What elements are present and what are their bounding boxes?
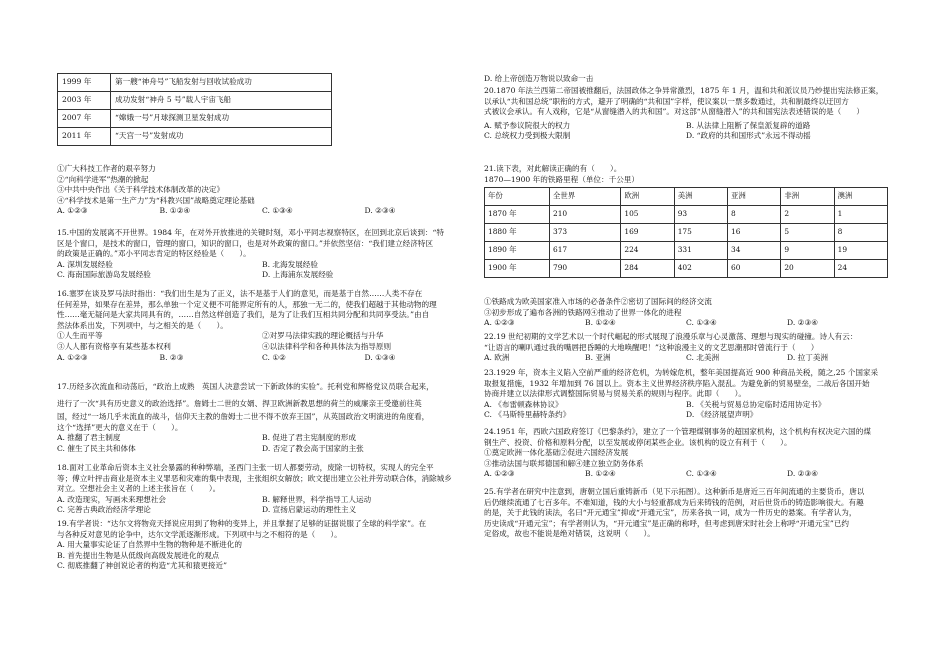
question-22: [484, 332, 888, 364]
question-24: [484, 427, 888, 480]
option-a[interactable]: A. 用大量事实论证了自然界中生物的物种是不断进化的: [57, 540, 242, 550]
table-row: [58, 74, 332, 92]
option-b[interactable]: B. ①②④: [585, 469, 616, 479]
option-d[interactable]: D. ①③④: [364, 352, 396, 362]
options: [57, 444, 467, 455]
question-15: [57, 228, 467, 281]
stem-line: 等；傅立叶抨击商业是资本主义罪恶和灾难的集中表现，主张组织女解放；欧文提出建立公社并劳动联合体，消除城乡: [57, 473, 452, 483]
cell: 24: [834, 260, 887, 278]
table-caption: 1870—1900 年的铁路里程（单位：千公里）: [484, 174, 639, 184]
option-c[interactable]: C. ①③④: [686, 318, 717, 328]
cell: 1: [834, 206, 887, 224]
cell: 60: [728, 260, 781, 278]
cell: 16: [728, 224, 781, 242]
item: ①人生而平等: [57, 331, 103, 341]
table-row: [58, 110, 332, 128]
cell: 210: [550, 206, 621, 224]
stem-line: 15.中国的发展离不开世界。1984 年，在对外开放推进的关键时刻，邓小平同志视察特区，在回到北京后谈到：“特: [57, 228, 445, 237]
option-b[interactable]: B. ②③: [159, 352, 184, 362]
option-c[interactable]: C. ①③④: [262, 206, 293, 216]
options: [57, 270, 467, 281]
question-19: [57, 519, 467, 572]
question-14: [57, 164, 467, 217]
question-25: [484, 487, 888, 540]
option-a[interactable]: A. 深圳发展经验: [57, 259, 113, 269]
option-d[interactable]: D. 上海浦东发展经验: [262, 270, 334, 280]
question-21: [484, 164, 888, 185]
stem-line: 定俗成，故也不能说是绝对错误，这说明（ ）。: [484, 529, 655, 539]
item: ③初步形成了遍布各洲的铁路网④推动了世界一体化的进程: [484, 307, 682, 317]
stem-line: 20.1870 年法兰西第二帝国被推翻后，法国政体之争异常激烈，1875 年 1 月，温和共和派议员乃纱提出宪法修正案，: [484, 86, 884, 95]
cell: 1870 年: [485, 206, 550, 224]
event-cell: 第一艘“神舟号”飞船发射与回收试验成功: [111, 74, 332, 92]
option-a[interactable]: A. 推翻了君主制度: [57, 433, 121, 443]
cell: 1880 年: [485, 224, 550, 242]
cell: 93: [674, 206, 727, 224]
item: ③推动法国与联邦德国和解④建立独立防务体系: [484, 458, 644, 468]
cell: 175: [674, 224, 727, 242]
event-cell: “嫦娥一号”月球探测卫星发射成功: [111, 110, 332, 128]
header-cell: 澳洲: [834, 188, 887, 206]
option-d[interactable]: D. “政府的共和国形式”永远不得动摇: [686, 131, 811, 141]
item: ①铁路成为欧美国家准入市场的必备条件②密切了国际间的经济交流: [484, 297, 712, 306]
table-row: [485, 242, 888, 260]
table-row: [485, 224, 888, 242]
question-16: [57, 289, 467, 363]
item: ②对罗马法律实践的理论概括与升华: [262, 331, 384, 341]
option-c[interactable]: C. ①③④: [686, 469, 717, 479]
cell: 373: [550, 224, 621, 242]
item: ②“向科学进军”热潮的掀起: [57, 174, 149, 184]
stem-line: 国，经过“一场几乎未流血的战斗，信仰天主教的詹姆士二世不得不放弃王国”，从英国政治文明演进的角度看，: [57, 412, 430, 421]
cell: 402: [674, 260, 727, 278]
cell: 34: [728, 242, 781, 260]
stem-line: 19.有学者说：“达尔文将物竞天择说应用到了物种的变异上，并且掌握了足够的证据说服了全球的科学家”。在: [57, 519, 427, 528]
options: [57, 206, 467, 217]
option-a[interactable]: A. ①②③: [57, 206, 88, 216]
stem-line: 23.1929 年，资本主义陷入空前严重的经济危机，为转嫁危机，整年美国提高近 900 种商品关税，随之,25 个国家采: [484, 368, 879, 377]
table-row: [485, 260, 888, 278]
header-cell: 非洲: [781, 188, 834, 206]
option-c[interactable]: C. 完善古典政治经济学理论: [57, 505, 151, 515]
event-cell: 成功发射“神舟 5 号”载人宇宙飞船: [111, 92, 332, 110]
cell: 2: [781, 206, 834, 224]
table-row: [58, 128, 332, 146]
table-header-row: [485, 188, 888, 206]
question-18: [57, 463, 467, 516]
cell: 331: [674, 242, 727, 260]
option-a[interactable]: A. ①②③: [484, 469, 515, 479]
header-cell: 全世界: [550, 188, 621, 206]
railway-table: [484, 187, 888, 278]
options: [57, 495, 467, 506]
cell: 8: [728, 206, 781, 224]
item: ①奠定欧洲一体化基础②促进六国经济发展: [484, 448, 629, 458]
cell: 19: [834, 242, 887, 260]
stem-line: “让语言的喇叭通过我的嘴唇把昏睡的大地唤醒吧！”这种浪漫主义的文艺思潮那时曾流行于（ ）: [484, 342, 819, 352]
option-d[interactable]: D. 拉丁美洲: [787, 353, 829, 363]
option-d[interactable]: D. ②③④: [787, 318, 819, 328]
option-b[interactable]: B. 北海发展经验: [262, 259, 318, 269]
option-c[interactable]: C. 海南国际旅游岛发展经验: [57, 270, 151, 280]
cell: 284: [621, 260, 674, 278]
stem-line: 以承认“共和国总统”职衔的方式，避开了明确的“共和国”字样，使议案以一票多数通过，共和制最终以迂回方: [484, 96, 849, 106]
option-b[interactable]: B. 《关税与贸易总协定临时适用协定书》: [686, 399, 826, 409]
cell: 617: [550, 242, 621, 260]
option-b[interactable]: B. 亚洲: [585, 353, 611, 363]
stem-line: 对立。空想社会主义者的上述主张旨在（ ）。: [57, 484, 221, 494]
cell: 8: [834, 224, 887, 242]
stem-line: 18.面对工业革命后资本主义社会暴露的种种弊端，圣西门主张一切人都要劳动，废除一切特权，实现人的完全平: [57, 463, 434, 472]
header-cell: 年份: [485, 188, 550, 206]
stem-line: 协商并建立以法律形式调整国际贸易与贸易关系的规则与程序。此即（ ）。: [484, 389, 746, 399]
question-17: [57, 378, 467, 454]
stem-line: 与各种反对意见的论争中，达尔文学派逐渐形成。下列项中与之不相符的是（ ）。: [57, 529, 342, 539]
event-cell: “天宫一号”发射成功: [111, 128, 332, 146]
option-d[interactable]: D. ②③④: [364, 206, 396, 216]
stem-line: 取报复措施，1932 年增加到 76 国以上。资本主义世界经济秩序陷入混乱。为避免新的贸易壁垒，二战后各国开始: [484, 378, 870, 388]
options: [484, 318, 888, 329]
stem-line: 后仍继续流通了七百多年。不难知道，钱的大小与轻重都成为后来铸钱的范例，对后世货币的铸造影响很大。有趣: [484, 497, 864, 507]
cell: 224: [621, 242, 674, 260]
item: ③中共中央作出《关于科学技术体制改革的决定》: [57, 185, 225, 195]
options: [57, 260, 467, 271]
option-d[interactable]: D. 宣扬启蒙运动的理性主义: [262, 505, 357, 515]
option-a[interactable]: A. 欧洲: [484, 353, 510, 363]
year-cell: 2007 年: [58, 110, 111, 128]
table-row: [58, 92, 332, 110]
cell: 5: [781, 224, 834, 242]
table-row: [485, 206, 888, 224]
stem-line: 任何差异，如果存在差异，那么单独一个定义便不可能界定所有的人，那独一无二的，使我们超越于其他动物的理: [57, 299, 437, 309]
cell: 1890 年: [485, 242, 550, 260]
option-b[interactable]: B. 首先提出生物是从低级向高级发展进化的观点: [57, 550, 220, 560]
options: [57, 433, 467, 444]
events-table: [57, 73, 332, 146]
item: ①广大科技工作者的艰辛努力: [57, 164, 156, 173]
option-c[interactable]: C. 彻底推翻了神创说论者的构造“尤其和猿更接近”: [57, 561, 228, 571]
option-a[interactable]: A. 《布雷顿森林协议》: [484, 399, 563, 409]
stem-line: 式被议会承认。有人戏称，它是“从窗缝潜入的共和国”。对这部“从窗缝潜入”的共和国宪法表述错误的是（ ）: [484, 107, 865, 117]
option-a[interactable]: A. ①②③: [484, 318, 515, 328]
question-21-items: [484, 297, 888, 329]
stem-line: 然法体系出发，下列项中，与之相关的是（ ）。: [57, 320, 228, 330]
stem-line: 进行了一次“具有历史意义的政治选择”。詹姆士二世的女婿、捍卫欧洲新教思想的荷兰的威廉亲王受邀前往英: [57, 399, 422, 408]
option-c[interactable]: C. 催生了民主共和体体: [57, 443, 136, 453]
item: ④“科学技术是第一生产力”为“科教兴国”战略奠定理论基础: [57, 195, 255, 205]
stem-line: 21.读下表，对此解读正确的有（ ）。: [484, 164, 622, 173]
option-b[interactable]: B. 解释世界，科学指导工人运动: [262, 494, 372, 504]
stem-line: 24.1951 年，西欧六国政府签订《巴黎条约》，建立了一个管理煤钢事务的超国家机构，这个机构有权决定六国的煤: [484, 427, 871, 436]
cell: 1900 年: [485, 260, 550, 278]
stem-line: 钢生产、投资、价格和原料分配，以至发展或停闭某些企业。该机构的设立有利于（ ）。: [484, 437, 792, 447]
option-b[interactable]: B. 促进了君主宪制度的形成: [262, 433, 356, 443]
options: [484, 400, 888, 411]
year-cell: 2003 年: [58, 92, 111, 110]
option-c[interactable]: C. 北美洲: [686, 353, 720, 363]
options: [484, 131, 888, 142]
cell: 105: [621, 206, 674, 224]
q19-option-d[interactable]: D. 给上帝创造万物说以致命一击: [484, 74, 594, 83]
options: [57, 505, 467, 516]
option-d[interactable]: D. 否定了教会高于国家的主张: [262, 443, 364, 453]
stem-line: 区是个窗口，是技术的窗口，管理的窗口，知识的窗口，也是对外政策的窗口。”并依然坚信：“我们建立经济特区: [57, 238, 434, 248]
stem-line: 22.19 世纪初期的文学艺术以一个时代崛起的形式展现了浪漫乐章与心灵激荡、理想与现实的碰撞。诗人有云：: [484, 332, 858, 341]
header-cell: 亚洲: [728, 188, 781, 206]
year-cell: 2011 年: [58, 128, 111, 146]
option-d[interactable]: D. 《经济展望声明》: [686, 410, 758, 420]
option-c[interactable]: C. 总统权力受到极大限制: [484, 131, 571, 141]
stem-line: 的政策是正确的。”邓小平同志肯定的特区经验是（ ）。: [57, 249, 251, 259]
cell: 790: [550, 260, 621, 278]
stem-line: 这个“选择”更大的意义在于（ ）。: [57, 422, 183, 432]
item: ④以法律科学和各种具体法为指导原则: [262, 341, 392, 351]
options: [484, 469, 888, 480]
header-cell: 欧洲: [621, 188, 674, 206]
option-c[interactable]: C. 《马斯特里赫特条约》: [484, 410, 571, 420]
stem-line: 17.历经多次流血和动荡后，“政治上成熟 英国人决意尝试一下新政体的实验”。托利党和辉格党议员联合起来，: [57, 382, 434, 391]
options: [484, 121, 888, 132]
stem-line: 16.塞罗在谈及罗马法时指出：“我们出生是为了正义，法不是基于人们的意见，而是基于自然……人类不存在: [57, 289, 423, 298]
option-b[interactable]: B. 从法律上阻断了保皇派复辟的道路: [686, 120, 811, 130]
options: [57, 353, 467, 364]
options: [484, 410, 888, 421]
stem-line: 性……毫无疑问是大家共同具有的，……自然这样创造了我们，是为了让我们互相共同分配和共同享受法。”由自: [57, 310, 430, 320]
option-b[interactable]: B. ①②④: [159, 206, 191, 216]
header-cell: 美洲: [674, 188, 727, 206]
option-c[interactable]: C. ①②: [262, 352, 286, 362]
question-20: [484, 86, 888, 142]
option-d[interactable]: D. ②③④: [787, 469, 819, 479]
option-b[interactable]: B. ①②④: [585, 318, 616, 328]
question-23: [484, 368, 888, 421]
stem-line: 历史读成“开通元宝”；有学者则认为，“开元通宝”是正确的称呼，但考虑到唐宋时社会上称呼“开通元宝”已约: [484, 518, 850, 528]
items: [57, 342, 467, 353]
options: [484, 353, 888, 364]
stem-line: 的是，关于此钱的读法，名曰“开元通宝”抑或“开通元宝”，历来各执一词，成为一件历史的悬案。有学者认为，: [484, 508, 857, 518]
option-a[interactable]: A. 改造现实，写画未来理想社会: [57, 494, 167, 504]
cell: 9: [781, 242, 834, 260]
cell: 169: [621, 224, 674, 242]
stem-line: 25.有学者在研究中注意到，唐朝立国后重铸新币（见下示拓图）。这种新币是唐近三百年间流通的主要货币，唐以: [484, 487, 865, 496]
option-a[interactable]: A. ①②③: [57, 352, 88, 362]
items: [57, 331, 467, 342]
cell: 20: [781, 260, 834, 278]
option-a[interactable]: A. 赋予参议院很大的权力: [484, 120, 571, 130]
year-cell: 1999 年: [58, 74, 111, 92]
item: ③人人都有资格享有某些基本权利: [57, 341, 171, 351]
